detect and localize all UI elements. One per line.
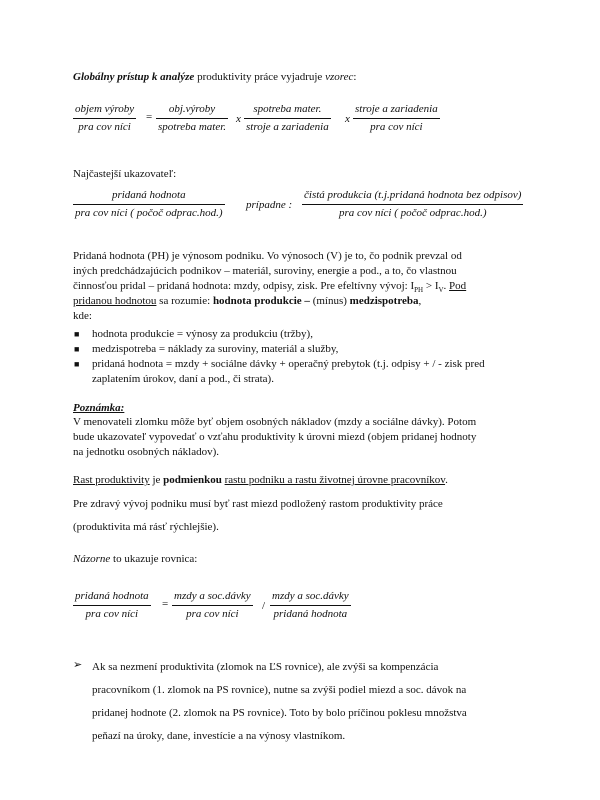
- fraction-bar: [270, 605, 351, 606]
- fraction-numerator: stroje a zariadenia: [355, 103, 438, 115]
- formula1-fraction-4: [353, 103, 440, 134]
- pripadne-label: prípadne :: [246, 199, 293, 211]
- formula1-fraction-2: [156, 103, 228, 134]
- ph-line-2: iných predchádzajúcich podnikov – materiál, suroviny, energie a pod., a to, čo vlastnou: [73, 265, 457, 277]
- ph-hodnota-produkcie: hodnota produkcie –: [212, 295, 310, 307]
- bullet-item-1: hodnota produkcie = výnosy za produkciu (tržby),: [92, 328, 313, 340]
- fraction-denominator: pra cov níci: [78, 121, 131, 133]
- indicator-heading: Najčastejší ukazovateľ:: [73, 168, 177, 180]
- bullet-square-icon: ■: [74, 344, 80, 354]
- growth-period: .: [445, 474, 448, 486]
- fraction-bar: [244, 118, 331, 119]
- slash-sign: /: [262, 600, 266, 612]
- fraction-denominator: spotreba mater.: [158, 121, 227, 133]
- fraction-bar: [73, 118, 136, 119]
- final-line-4: peňazí na úroky, dane, investície a na výnosy vlastníkom.: [92, 730, 346, 742]
- intro-colon: :: [353, 71, 357, 83]
- final-line-2: pracovníkom (1. zlomok na PS rovnice), nutne sa zvýši podiel miezd a soc. dávok na: [92, 684, 467, 696]
- fraction-numerator: mzdy a soc.dávky: [272, 590, 349, 602]
- equals-sign: =: [146, 111, 153, 123]
- ph-pridanou-hodnotou: pridanou hodnotou: [73, 295, 157, 307]
- fraction-denominator: pra cov níci: [186, 608, 239, 620]
- ph-minus: (mínus): [309, 295, 350, 307]
- ph-comma: ,: [418, 295, 422, 307]
- growth-je: je: [149, 474, 164, 486]
- ph-medzispotreba: medzispotreba: [349, 295, 419, 307]
- final-line-1: Ak sa nezmení produktivita (zlomok na ĽS rovnice), ale zvýši sa kompenzácia: [92, 661, 439, 673]
- intro-lead: Globálny prístup k analýze: [73, 71, 195, 83]
- ph-kde: kde:: [73, 310, 92, 322]
- equation-intro: [73, 553, 197, 566]
- times-sign: x: [236, 113, 241, 125]
- ph-line-3-text: činnosťou pridal – pridaná hodnota: mzdy, odpisy, zisk. Pre efeltívny vývoj: I: [73, 280, 415, 292]
- fraction-bar: [353, 118, 440, 119]
- fraction-numerator: mzdy a soc.dávky: [174, 590, 251, 602]
- fraction-numerator: spotreba mater.: [253, 103, 322, 115]
- fraction-bar: [73, 204, 225, 205]
- ph-dot: .: [443, 280, 450, 292]
- bullet-item-2: medzispotreba = náklady za suroviny, materiál a služby,: [92, 343, 339, 355]
- fraction-bar: [156, 118, 228, 119]
- fraction-numerator: čistá produkcia (t.j.pridaná hodnota bez odpisov): [304, 189, 522, 201]
- eq2-fraction-1: [73, 590, 151, 621]
- note-line-2: bude ukazovateľ vypovedať o vzťahu produktivity k úrovni miezd (objem pridanej hodnoty: [73, 431, 477, 443]
- equation-intro-italic: Názorne: [73, 553, 111, 565]
- indicator-fraction-2: [302, 189, 523, 220]
- fraction-denominator: pra cov níci ( počoč odprac.hod.): [338, 207, 487, 219]
- final-line-3: pridanej hodnote (2. zlomok na PS rovnice). Toto by bolo príčinou poklesu množstva: [92, 707, 467, 719]
- intro-tail: vzorec: [325, 71, 354, 83]
- fraction-denominator: stroje a zariadenia: [246, 121, 329, 133]
- eq2-fraction-3: [270, 590, 351, 621]
- fraction-numerator: pridaná hodnota: [75, 590, 149, 602]
- fraction-denominator: pra cov níci: [370, 121, 423, 133]
- fraction-denominator: pra cov níci ( počoč odprac.hod.): [75, 207, 223, 219]
- ph-sa-rozumie: sa rozumie:: [156, 295, 213, 307]
- note-line-1: V menovateli zlomku môže byť objem osobných nákladov (mzdy a sociálne dávky). Potom: [73, 416, 477, 428]
- equation-intro-rest: to ukazuje rovnica:: [110, 553, 198, 565]
- subscript-v: V: [438, 286, 444, 295]
- ph-line-4: [73, 295, 533, 310]
- bullet-item-3-line-1: pridaná hodnota = mzdy + sociálne dávky + operačný prebytok (t.j. odpisy + / - zisk pred: [92, 358, 485, 370]
- fraction-numerator: objem výroby: [75, 103, 135, 115]
- bullet-square-icon: ■: [74, 359, 80, 369]
- note-line-3: na jednotku osobných nákladov).: [73, 446, 220, 458]
- arrow-bullet-icon: ➢: [73, 659, 83, 671]
- ph-pod: Pod: [449, 280, 467, 292]
- growth-paragraph-line-1: Pre zdravý vývoj podniku musí byť rast miezd podložený rastom produktivity práce: [73, 498, 443, 510]
- equals-sign: =: [162, 598, 169, 610]
- subscript-ph: PH: [414, 286, 424, 295]
- growth-paragraph-line-2: (produktivita má rásť rýchlejšie).: [73, 521, 219, 533]
- times-sign: x: [345, 113, 350, 125]
- bullet-item-3-line-2: zaplatením úrokov, daní a pod., či strata).: [92, 373, 274, 385]
- growth-condition: rastu podniku a rastu životnej úrovne pracovníkov: [224, 474, 446, 486]
- intro-mid: produktivity práce vyjadruje: [194, 71, 326, 83]
- fraction-denominator: pridaná hodnota: [273, 608, 348, 620]
- growth-rast-produktivity: Rast produktivity: [73, 474, 150, 486]
- fraction-denominator: pra cov níci: [85, 608, 139, 620]
- intro-line: [73, 71, 356, 84]
- ph-paragraph: [73, 250, 533, 325]
- indicator-fraction-1: [73, 189, 225, 220]
- fraction-bar: [172, 605, 253, 606]
- fraction-bar: [302, 204, 523, 205]
- formula1-fraction-3: [244, 103, 331, 134]
- note-title: Poznámka:: [73, 402, 125, 414]
- ph-greater-than: > I: [423, 280, 439, 292]
- fraction-bar: [73, 605, 151, 606]
- fraction-numerator: obj.výroby: [168, 103, 216, 115]
- ph-line-1: Pridaná hodnota (PH) je výnosom podniku. Vo výnosoch (V) je to, čo podnik prevzal od: [73, 250, 462, 262]
- fraction-numerator: pridaná hodnota: [111, 189, 186, 201]
- ph-line-3: [73, 280, 533, 295]
- growth-line: [73, 474, 448, 487]
- bullet-square-icon: ■: [74, 329, 80, 339]
- eq2-fraction-2: [172, 590, 253, 621]
- growth-podmienkou: podmienkou: [163, 474, 222, 486]
- formula1-fraction-1: [73, 103, 136, 134]
